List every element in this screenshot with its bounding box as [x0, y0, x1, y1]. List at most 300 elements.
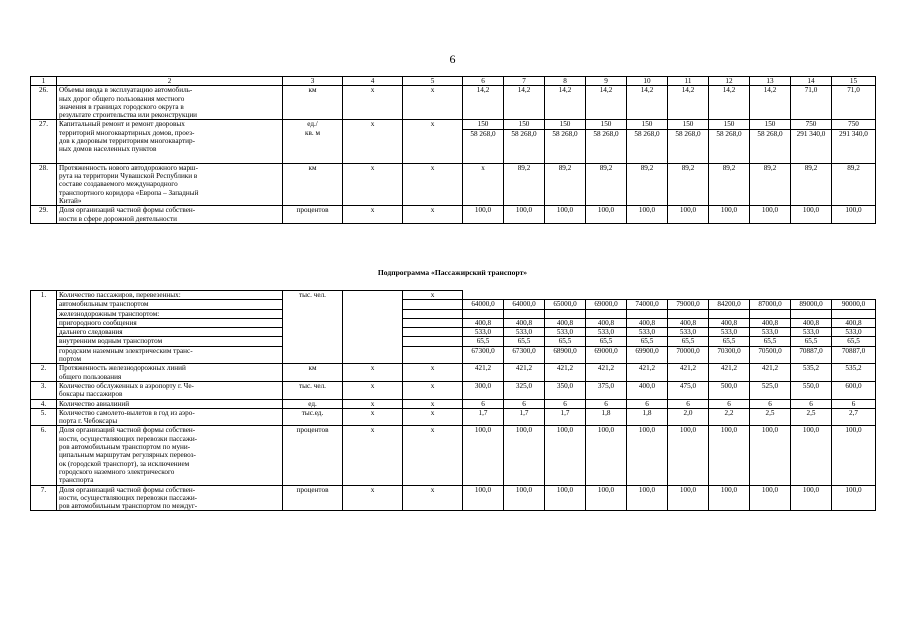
- unit-cell: ед.: [283, 399, 343, 408]
- value-cell: 58 268,0: [750, 129, 791, 163]
- row-number: 6.: [31, 426, 57, 485]
- value-cell: [791, 291, 832, 300]
- value-cell: 400,8: [463, 318, 504, 327]
- unit-cell: км: [283, 86, 343, 120]
- indicator-name-line: дов к дворовым территориям многоквартир-: [59, 137, 195, 146]
- value-cell: 291 340,0: [791, 129, 832, 163]
- value-cell: 150: [586, 120, 627, 129]
- list-item: [31, 309, 876, 318]
- indicator-name: [57, 408, 283, 426]
- value-cell: 74000,0: [627, 300, 668, 309]
- value-cell: 421,2: [586, 364, 627, 382]
- column-number: 12: [709, 77, 750, 86]
- value-cell: 89000,0: [791, 300, 832, 309]
- base-value-cell: [403, 328, 463, 337]
- column-number: 4: [343, 77, 403, 86]
- value-cell: 375,0: [586, 381, 627, 399]
- base-value-cell: х: [403, 399, 463, 408]
- value-cell: 89,2: [668, 163, 709, 205]
- value-cell: 71,0: [832, 86, 876, 120]
- indicators-table-roads: [30, 76, 876, 224]
- base-value-cell: х: [343, 120, 403, 163]
- sub-indicator-name: [57, 346, 283, 364]
- base-value-cell: х: [403, 120, 463, 163]
- indicator-name-line: Доля организаций частной формы собствен-: [59, 485, 196, 494]
- base-value-cell: [403, 337, 463, 346]
- value-cell: 71,0: [791, 86, 832, 120]
- base-value-cell: [343, 291, 403, 364]
- value-cell: 2,5: [791, 408, 832, 426]
- value-cell: 421,2: [709, 364, 750, 382]
- value-cell: 100,0: [504, 206, 545, 224]
- value-cell: 150: [668, 120, 709, 129]
- value-cell: 100,0: [750, 426, 791, 485]
- value-cell: 70000,0: [668, 346, 709, 364]
- value-cell: 300,0: [463, 381, 504, 399]
- indicator-name: [57, 364, 283, 382]
- value-cell: х: [463, 163, 504, 205]
- value-cell: 100,0: [627, 485, 668, 511]
- value-cell: 14,2: [709, 86, 750, 120]
- value-cell: 6: [463, 399, 504, 408]
- indicator-name: [57, 399, 283, 408]
- value-cell: [709, 291, 750, 300]
- table-row: [31, 291, 876, 300]
- value-cell: 89,2: [709, 163, 750, 205]
- value-cell: 750: [791, 120, 832, 129]
- base-value-cell: х: [343, 163, 403, 205]
- value-cell: 58 268,0: [463, 129, 504, 163]
- value-cell: 14,2: [504, 86, 545, 120]
- value-cell: [750, 291, 791, 300]
- indicator-name-line: Китай»: [59, 196, 82, 205]
- value-cell: 535,2: [791, 364, 832, 382]
- indicator-name-line: территорий многоквартирных домов, проез-: [59, 128, 195, 137]
- value-cell: 58 268,0: [668, 129, 709, 163]
- table-row: [31, 364, 876, 382]
- indicator-name-line: порта г. Чебоксары: [59, 417, 118, 426]
- value-cell: 100,0: [668, 206, 709, 224]
- value-cell: 421,2: [545, 364, 586, 382]
- value-cell: 1,8: [586, 408, 627, 426]
- table-row: [31, 86, 876, 120]
- column-number: 1: [31, 77, 57, 86]
- indicator-name-line: значения в границах городского округа в: [59, 102, 184, 111]
- indicator-name-line: городского наземного электрического: [59, 467, 175, 476]
- value-cell: 100,0: [709, 485, 750, 511]
- unit-cell: [283, 120, 343, 163]
- column-number: 3: [283, 77, 343, 86]
- value-cell: 533,0: [545, 328, 586, 337]
- indicator-name-line: Доля организаций частной формы собствен-: [59, 206, 196, 215]
- value-cell: 65,5: [668, 337, 709, 346]
- indicator-name-line: Протяженность железнодорожных линий: [59, 364, 186, 373]
- value-cell: 6: [709, 399, 750, 408]
- value-cell: 421,2: [463, 364, 504, 382]
- list-item: [31, 346, 876, 364]
- value-cell: 350,0: [545, 381, 586, 399]
- value-cell: 65,5: [586, 337, 627, 346]
- indicator-name-line: ности в сфере дорожной деятельности: [59, 214, 177, 223]
- base-value-cell: х: [343, 364, 403, 382]
- base-value-cell: х: [403, 364, 463, 382]
- value-cell: 89,2: [832, 163, 876, 205]
- indicator-name: [57, 381, 283, 399]
- indicator-name-line: транспорта: [59, 476, 94, 485]
- value-cell: [545, 291, 586, 300]
- value-cell: 1,7: [504, 408, 545, 426]
- table-row: [31, 381, 876, 399]
- value-cell: 150: [750, 120, 791, 129]
- table-row: [31, 120, 876, 129]
- value-cell: 100,0: [668, 426, 709, 485]
- unit-cell: км: [283, 163, 343, 205]
- subprogram-title: Подпрограмма «Пассажирский транспорт»: [377, 268, 528, 277]
- base-value-cell: х: [403, 86, 463, 120]
- value-cell: 6: [750, 399, 791, 408]
- column-number: 6: [463, 77, 504, 86]
- value-cell: 100,0: [463, 485, 504, 511]
- value-cell: 69900,0: [627, 346, 668, 364]
- value-cell: 100,0: [586, 426, 627, 485]
- value-cell: 67300,0: [504, 346, 545, 364]
- unit-line: ед./: [307, 120, 318, 129]
- base-value-cell: х: [343, 485, 403, 511]
- base-value-cell: [403, 318, 463, 327]
- sub-indicator-name: [57, 337, 283, 346]
- value-cell: [668, 309, 709, 318]
- value-cell: 67300,0: [463, 346, 504, 364]
- value-cell: 65,5: [791, 337, 832, 346]
- column-number: 2: [57, 77, 283, 86]
- value-cell: 6: [668, 399, 709, 408]
- base-value-cell: х: [403, 291, 463, 300]
- row-number: 1.: [31, 291, 57, 364]
- value-cell: 58 268,0: [545, 129, 586, 163]
- value-cell: 100,0: [709, 426, 750, 485]
- column-number: 7: [504, 77, 545, 86]
- indicator-name-line: транспортного коридора «Европа – Западный: [59, 188, 199, 197]
- base-value-cell: [403, 346, 463, 364]
- indicator-name: [57, 426, 283, 485]
- value-cell: 65,5: [545, 337, 586, 346]
- value-cell: [504, 309, 545, 318]
- value-cell: [463, 291, 504, 300]
- sub-indicator-line: дальнего следования: [59, 328, 123, 337]
- value-cell: 100,0: [627, 206, 668, 224]
- value-cell: 1,7: [545, 408, 586, 426]
- value-cell: [627, 291, 668, 300]
- unit-cell: процентов: [283, 206, 343, 224]
- value-cell: [791, 309, 832, 318]
- value-cell: 400,8: [545, 318, 586, 327]
- value-cell: 89,2: [545, 163, 586, 205]
- value-cell: 14,2: [545, 86, 586, 120]
- value-cell: [709, 309, 750, 318]
- value-cell: 400,8: [668, 318, 709, 327]
- value-cell: 100,0: [545, 426, 586, 485]
- indicator-name-line: составе создаваемого международного: [59, 180, 178, 189]
- value-cell: 150: [463, 120, 504, 129]
- value-cell: 100,0: [750, 206, 791, 224]
- value-cell: [668, 291, 709, 300]
- table-row: [31, 399, 876, 408]
- sub-indicator-line: городским наземным электрическим транс-: [59, 346, 193, 355]
- sub-indicator-name: [57, 318, 283, 327]
- value-cell: [463, 309, 504, 318]
- value-cell: 421,2: [627, 364, 668, 382]
- unit-cell: км: [283, 364, 343, 382]
- table-row: [31, 485, 876, 511]
- value-cell: 100,0: [668, 485, 709, 511]
- column-number: 5: [403, 77, 463, 86]
- value-cell: 58 268,0: [504, 129, 545, 163]
- value-cell: 100,0: [586, 485, 627, 511]
- row-number: 2.: [31, 364, 57, 382]
- value-cell: 533,0: [586, 328, 627, 337]
- value-cell: 400,8: [504, 318, 545, 327]
- value-cell: [586, 309, 627, 318]
- list-item: [31, 318, 876, 327]
- indicator-name-line: ров автомобильным транспортом по междуг-: [59, 502, 198, 511]
- base-value-cell: х: [403, 206, 463, 224]
- value-cell: 87000,0: [750, 300, 791, 309]
- value-cell: 89,2: [750, 163, 791, 205]
- row-number: 5.: [31, 408, 57, 426]
- indicator-name-line: ок (городской транспорт), за исключением: [59, 459, 190, 468]
- value-cell: 421,2: [668, 364, 709, 382]
- sub-indicator-name: [57, 300, 283, 309]
- value-cell: 64000,0: [463, 300, 504, 309]
- value-cell: 400,8: [627, 318, 668, 327]
- indicator-name-line: Количество самолето-вылетов в год из аэро-: [59, 408, 195, 417]
- value-cell: 64000,0: [504, 300, 545, 309]
- value-cell: 100,0: [545, 206, 586, 224]
- value-cell: 2,5: [750, 408, 791, 426]
- indicator-name: [57, 163, 283, 205]
- unit-cell: процентов: [283, 426, 343, 485]
- value-cell: 550,0: [791, 381, 832, 399]
- sub-indicator-line: внутренним водным транспортом: [59, 337, 163, 346]
- base-value-cell: х: [343, 399, 403, 408]
- indicator-name-line: рута на территории Чувашской Республики в: [59, 172, 198, 181]
- value-cell: 100,0: [709, 206, 750, 224]
- value-cell: 70887,0: [832, 346, 876, 364]
- value-cell: 100,0: [504, 485, 545, 511]
- value-cell: 475,0: [668, 381, 709, 399]
- value-cell: [586, 291, 627, 300]
- base-value-cell: х: [343, 86, 403, 120]
- indicator-name-line: ности, осуществляющих перевозки пассажи-: [59, 434, 198, 443]
- value-cell: 65,5: [627, 337, 668, 346]
- base-value-cell: х: [343, 426, 403, 485]
- value-cell: 68900,0: [545, 346, 586, 364]
- value-cell: 150: [504, 120, 545, 129]
- value-cell: 100,0: [545, 485, 586, 511]
- base-value-cell: [403, 309, 463, 318]
- table-row: [31, 408, 876, 426]
- base-value-cell: х: [403, 485, 463, 511]
- value-cell: 70500,0: [750, 346, 791, 364]
- indicator-name-line: Количество обслуженных в аэропорту г. Че-: [59, 381, 194, 390]
- value-cell: 58 268,0: [627, 129, 668, 163]
- value-cell: 100,0: [586, 206, 627, 224]
- value-cell: 100,0: [463, 426, 504, 485]
- sub-indicator-line: пригородного сообщения: [59, 318, 137, 327]
- column-number: 10: [627, 77, 668, 86]
- base-value-cell: х: [343, 408, 403, 426]
- value-cell: 325,0: [504, 381, 545, 399]
- indicator-name: Количество пассажиров, перевезенных:: [57, 291, 283, 300]
- value-cell: 150: [709, 120, 750, 129]
- value-cell: 14,2: [627, 86, 668, 120]
- column-number: 8: [545, 77, 586, 86]
- value-cell: 750: [832, 120, 876, 129]
- value-cell: 69000,0: [586, 300, 627, 309]
- indicator-name: [57, 206, 283, 224]
- value-cell: 100,0: [832, 485, 876, 511]
- sub-indicator-line: железнодорожным транспортом:: [59, 309, 160, 318]
- table-row: [31, 163, 876, 205]
- value-cell: 100,0: [627, 426, 668, 485]
- indicator-name-line: ципальным маршрутам регулярных перевоз-: [59, 451, 196, 460]
- value-cell: 2,7: [832, 408, 876, 426]
- sub-indicator-name: [57, 309, 283, 318]
- value-cell: 58 268,0: [586, 129, 627, 163]
- value-cell: [750, 309, 791, 318]
- indicator-name-line: Доля организаций частной формы собствен-: [59, 426, 196, 435]
- value-cell: 100,0: [504, 426, 545, 485]
- value-cell: 1,7: [463, 408, 504, 426]
- row-number: 4.: [31, 399, 57, 408]
- value-cell: [832, 291, 876, 300]
- column-number: 15: [832, 77, 876, 86]
- value-cell: 79000,0: [668, 300, 709, 309]
- value-cell: 89,2: [791, 163, 832, 205]
- value-cell: 70300,0: [709, 346, 750, 364]
- indicator-name: [57, 485, 283, 511]
- value-cell: 2,0: [668, 408, 709, 426]
- value-cell: 58 268,0: [709, 129, 750, 163]
- base-value-cell: [403, 300, 463, 309]
- row-number: 7.: [31, 485, 57, 511]
- value-cell: 65,5: [463, 337, 504, 346]
- value-cell: 14,2: [668, 86, 709, 120]
- list-item: [31, 328, 876, 337]
- value-cell: 150: [627, 120, 668, 129]
- unit-cell: тыс. чел.: [283, 291, 343, 364]
- indicator-name: [57, 86, 283, 120]
- value-cell: 400,8: [791, 318, 832, 327]
- value-cell: 400,8: [709, 318, 750, 327]
- base-value-cell: х: [403, 426, 463, 485]
- table-row: [31, 206, 876, 224]
- sub-indicator-name: [57, 328, 283, 337]
- value-cell: 421,2: [750, 364, 791, 382]
- value-cell: 533,0: [832, 328, 876, 337]
- row-number: 3.: [31, 381, 57, 399]
- indicator-name-line: Капитальный ремонт и ремонт дворовых: [59, 120, 185, 129]
- list-item: [31, 337, 876, 346]
- indicator-name-line: Протяженность нового автодорожного марш-: [59, 163, 198, 172]
- value-cell: 100,0: [832, 206, 876, 224]
- value-cell: 65,5: [504, 337, 545, 346]
- value-cell: 6: [504, 399, 545, 408]
- unit-line: кв. м: [304, 128, 321, 137]
- table-row: [31, 426, 876, 485]
- base-value-cell: х: [403, 408, 463, 426]
- value-cell: 70887,0: [791, 346, 832, 364]
- value-cell: 525,0: [750, 381, 791, 399]
- value-cell: 84200,0: [709, 300, 750, 309]
- value-cell: [545, 309, 586, 318]
- base-value-cell: х: [403, 163, 463, 205]
- column-number: 13: [750, 77, 791, 86]
- row-number: 28.: [31, 163, 57, 205]
- value-cell: 69000,0: [586, 346, 627, 364]
- value-cell: 533,0: [791, 328, 832, 337]
- value-cell: 14,2: [750, 86, 791, 120]
- value-cell: 100,0: [463, 206, 504, 224]
- value-cell: 533,0: [709, 328, 750, 337]
- indicator-name-line: результате строительства или реконструкции: [59, 111, 198, 120]
- value-cell: 500,0: [709, 381, 750, 399]
- value-cell: 100,0: [750, 485, 791, 511]
- value-cell: 89,2: [627, 163, 668, 205]
- value-cell: 100,0: [791, 485, 832, 511]
- value-cell: 65,5: [709, 337, 750, 346]
- base-value-cell: х: [343, 206, 403, 224]
- row-number: 27.: [31, 120, 57, 163]
- base-value-cell: х: [403, 381, 463, 399]
- value-cell: 65000,0: [545, 300, 586, 309]
- value-cell: 150: [545, 120, 586, 129]
- unit-cell: тыс.ед.: [283, 408, 343, 426]
- unit-cell: тыс. чел.: [283, 381, 343, 399]
- row-number: 29.: [31, 206, 57, 224]
- value-cell: 89,2: [586, 163, 627, 205]
- value-cell: 65,5: [832, 337, 876, 346]
- indicator-name-line: боксары пассажиров: [59, 390, 123, 399]
- indicator-name-line: Количество авиалиний: [59, 399, 130, 408]
- column-number: 14: [791, 77, 832, 86]
- value-cell: 400,8: [750, 318, 791, 327]
- value-cell: 14,2: [463, 86, 504, 120]
- value-cell: 90000,0: [832, 300, 876, 309]
- value-cell: [832, 309, 876, 318]
- value-cell: [504, 291, 545, 300]
- value-cell: 14,2: [586, 86, 627, 120]
- base-value-cell: х: [343, 381, 403, 399]
- sub-indicator-line: портом: [59, 355, 81, 364]
- list-item: [31, 300, 876, 309]
- value-cell: 6: [627, 399, 668, 408]
- sub-indicator-line: автомобильным транспортом: [59, 300, 149, 309]
- indicator-name: [57, 120, 283, 163]
- value-cell: 400,8: [586, 318, 627, 327]
- value-cell: [627, 309, 668, 318]
- row-number: 26.: [31, 86, 57, 120]
- indicator-name-line: ности, осуществляющих перевозки пассажи-: [59, 493, 198, 502]
- value-cell: 100,0: [791, 426, 832, 485]
- indicator-name-line: общего пользования: [59, 372, 122, 381]
- value-cell: 535,2: [832, 364, 876, 382]
- value-cell: 533,0: [668, 328, 709, 337]
- value-cell: 1,8: [627, 408, 668, 426]
- value-cell: 65,5: [750, 337, 791, 346]
- value-cell: 6: [791, 399, 832, 408]
- value-cell: 421,2: [504, 364, 545, 382]
